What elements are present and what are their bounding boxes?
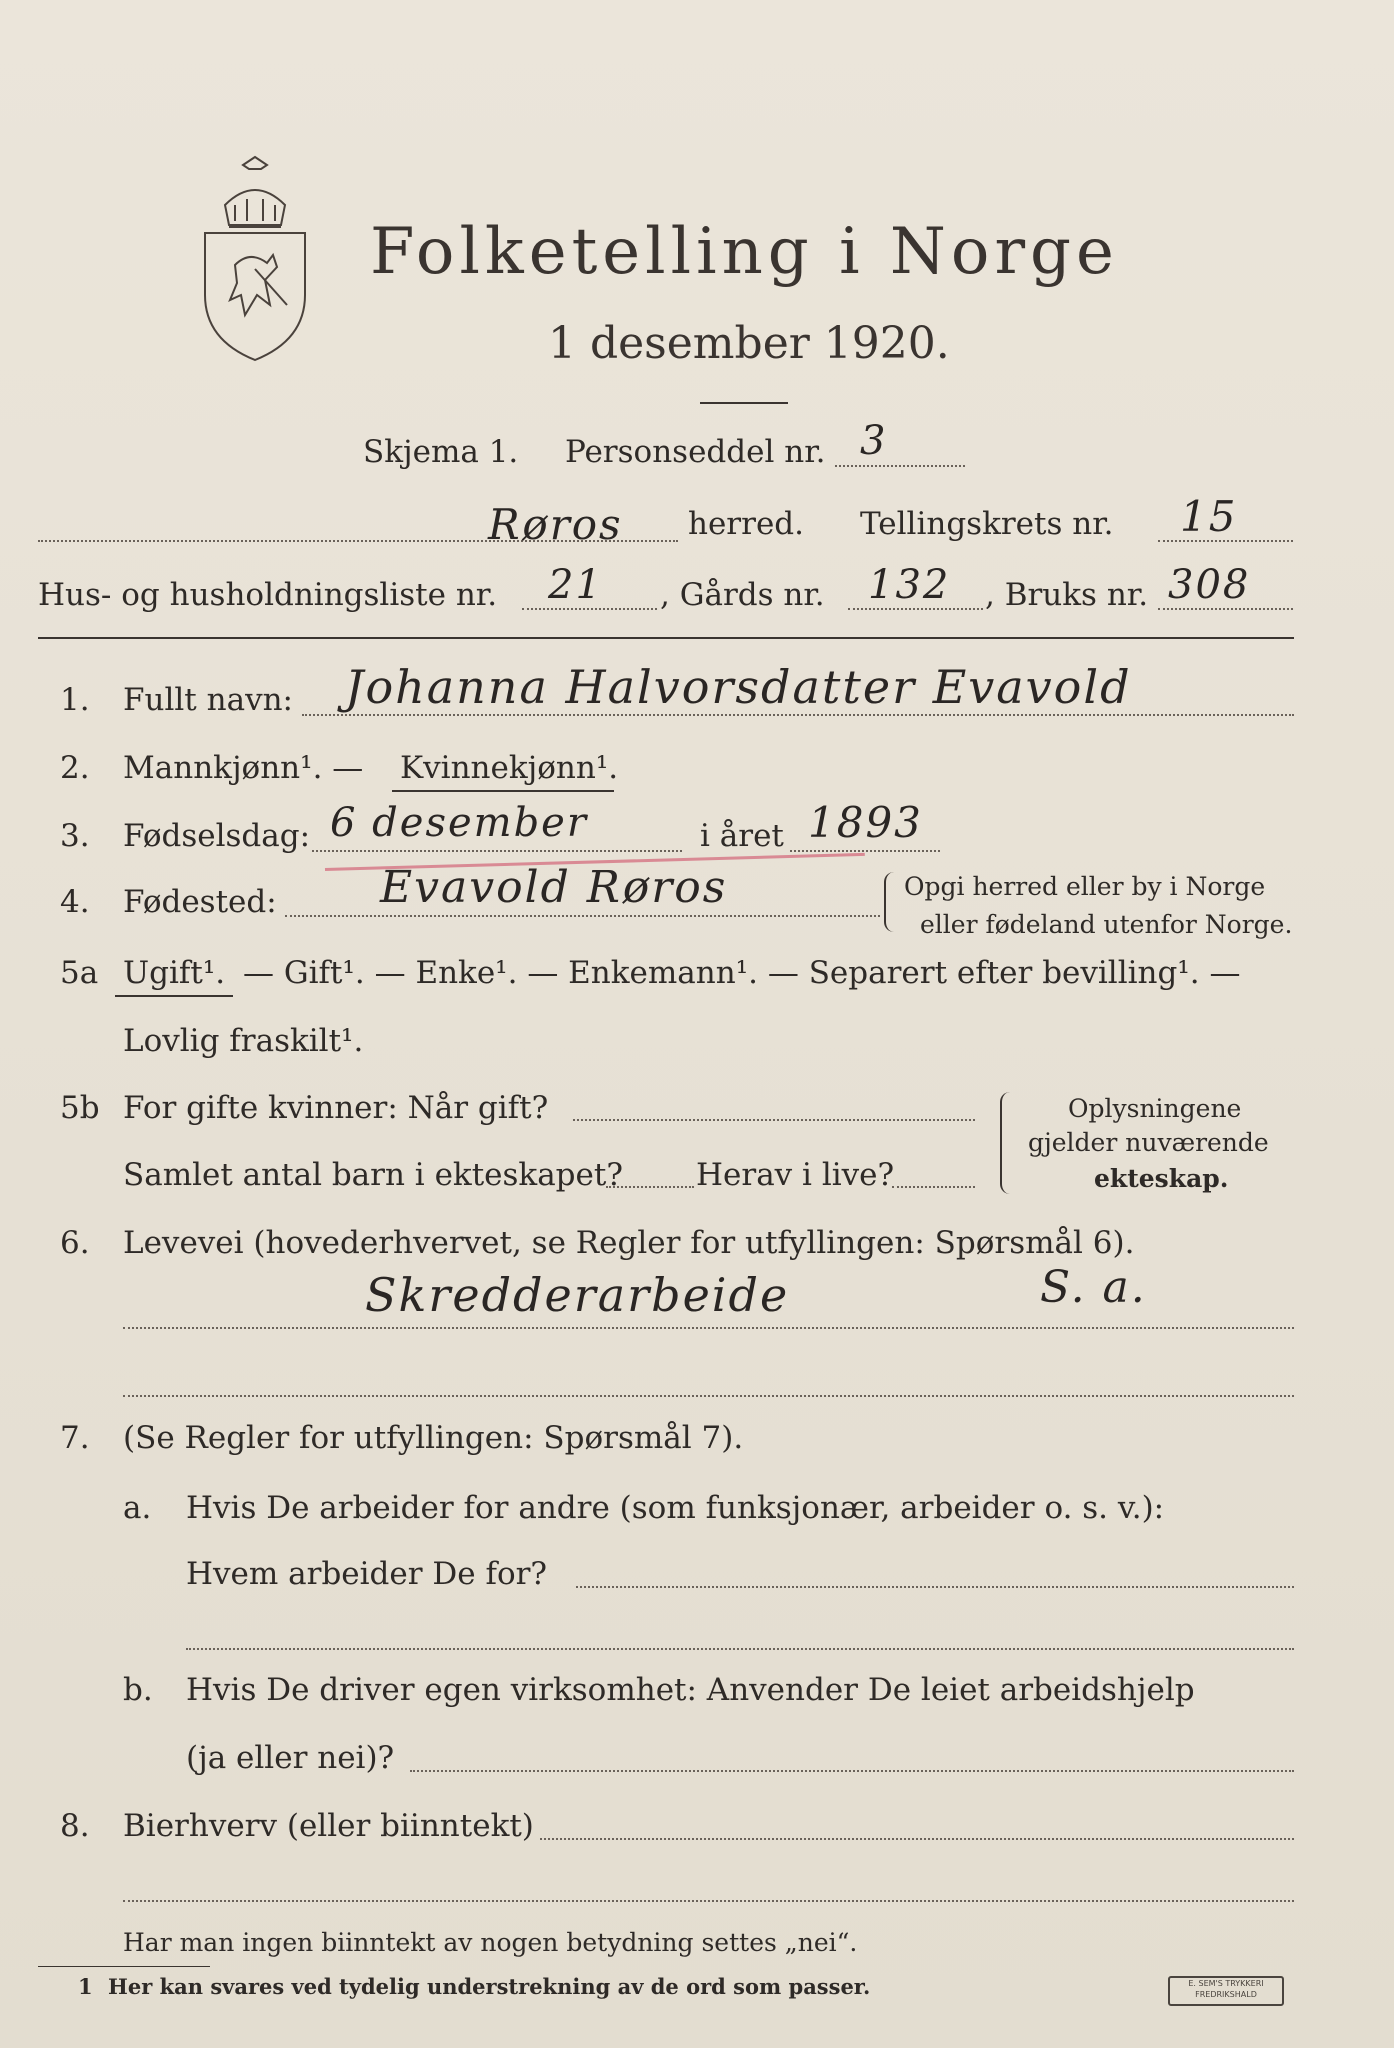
marital-fraskilt-option[interactable]: Lovlig fraskilt¹. — [123, 1023, 364, 1059]
q7b-number: b. — [123, 1672, 153, 1708]
birth-year-value: 1893 — [808, 798, 923, 847]
form-title: Folketelling i Norge — [370, 215, 1119, 289]
marriage-note-line3: ekteskap. — [1094, 1164, 1229, 1193]
q8-number: 8. — [60, 1808, 90, 1844]
occupation-value-abbrev: S. a. — [1040, 1262, 1147, 1313]
birthplace-field[interactable] — [285, 915, 880, 917]
birth-year-field[interactable] — [790, 850, 940, 852]
bruks-value: 308 — [1168, 562, 1251, 608]
full-name-value: Johanna Halvorsdatter Evavold — [345, 660, 1132, 714]
q1-label: Fullt navn: — [123, 682, 293, 718]
birthplace-note-line2: eller fødeland utenfor Norge. — [920, 910, 1293, 939]
employer-field[interactable] — [576, 1586, 1294, 1588]
marriage-note-line2: gjelder nuværende — [1028, 1128, 1269, 1157]
q5b-number: 5b — [60, 1090, 100, 1126]
q7b-label: Hvis De driver egen virksomhet: Anvender De leiet arbeidshjelp — [186, 1672, 1195, 1708]
q1-number: 1. — [60, 682, 90, 718]
occupation-label: Levevei (hovederhvervet, se Regler for utfyllingen: Spørsmål 6). — [123, 1225, 1135, 1261]
personseddel-field[interactable] — [835, 465, 965, 467]
skjema-label: Skjema 1. — [363, 434, 519, 470]
tellingskrets-value: 15 — [1180, 492, 1238, 541]
q7-label: (Se Regler for utfyllingen: Spørsmål 7). — [123, 1420, 744, 1456]
q4-number: 4. — [60, 884, 90, 920]
hired-help-label: (ja eller nei)? — [186, 1740, 395, 1776]
children-alive-label: Herav i live? — [696, 1157, 895, 1193]
printer-stamp — [1168, 1976, 1284, 2006]
side-income-note: Har man ingen biinntekt av nogen betydning settes „nei“. — [123, 1928, 858, 1957]
q7a-label: Hvis De arbeider for andre (som funksjonær, arbeider o. s. v.): — [186, 1490, 1165, 1526]
occupation-field[interactable] — [123, 1327, 1294, 1329]
herred-value: Røros — [488, 500, 623, 549]
title-divider — [700, 402, 788, 404]
hus-field[interactable] — [522, 608, 657, 610]
married-when-label: For gifte kvinner: Når gift? — [123, 1090, 549, 1126]
year-label: i året — [700, 818, 784, 854]
children-total-field[interactable] — [606, 1186, 694, 1188]
printer-stamp-line1: E. SEM'S TRYKKERI — [1188, 1979, 1264, 1988]
header-rule — [38, 637, 1294, 639]
gender-female-underline — [392, 790, 614, 792]
marital-ugift-option[interactable]: Ugift¹. — [123, 955, 226, 991]
q3-label: Fødselsdag: — [123, 818, 311, 854]
bruks-label: , Bruks nr. — [985, 577, 1149, 613]
hus-value: 21 — [548, 562, 603, 608]
side-income-label: Bierhverv (eller biinntekt) — [123, 1808, 534, 1844]
personseddel-label: Personseddel nr. — [565, 434, 826, 470]
birthday-field[interactable] — [312, 850, 682, 852]
q4-label: Fødested: — [123, 884, 277, 920]
census-date: 1 desember 1920. — [548, 318, 950, 369]
personseddel-value: 3 — [860, 418, 888, 464]
marital-other-options[interactable]: — Gift¹. — Enke¹. — Enkemann¹. — Separert efter bevilling¹. — — [243, 955, 1241, 991]
gards-value: 132 — [868, 562, 951, 608]
q3-number: 3. — [60, 818, 90, 854]
birthplace-value: Evavold Røros — [380, 862, 728, 913]
q2-number: 2. — [60, 750, 90, 786]
gards-label: , Gårds nr. — [660, 577, 825, 613]
birthplace-note-line1: Opgi herred eller by i Norge — [904, 872, 1266, 901]
marriage-note-bracket — [1000, 1092, 1012, 1194]
footnote-text: Her kan svares ved tydelig understrekning av de ord som passer. — [108, 1974, 871, 1999]
herred-label: herred. — [688, 506, 804, 542]
q5a-number: 5a — [60, 955, 99, 991]
marriage-note-line1: Oplysningene — [1068, 1094, 1242, 1123]
married-when-field[interactable] — [573, 1119, 975, 1121]
q7a-number: a. — [123, 1490, 152, 1526]
ugift-underline — [115, 995, 233, 997]
footnote-rule — [38, 1966, 210, 1967]
occupation-field-2[interactable] — [123, 1395, 1294, 1397]
tellingskrets-label: Tellingskrets nr. — [860, 506, 1114, 542]
children-total-label: Samlet antal barn i ekteskapet? — [123, 1157, 623, 1193]
occupation-value: Skredderarbeide — [365, 1268, 790, 1322]
hus-label: Hus- og husholdningsliste nr. — [38, 577, 498, 613]
side-income-field[interactable] — [540, 1838, 1294, 1840]
gender-male-option[interactable]: Mannkjønn¹. — — [123, 750, 364, 786]
birthplace-note-bracket — [884, 872, 896, 932]
coat-of-arms-icon — [195, 155, 315, 365]
footnote-number: 1 — [78, 1974, 93, 1999]
employer-field-2[interactable] — [186, 1648, 1294, 1650]
employer-label: Hvem arbeider De for? — [186, 1556, 548, 1592]
q6-number: 6. — [60, 1225, 90, 1261]
gender-female-option[interactable]: Kvinnekjønn¹. — [400, 750, 619, 786]
q7-number: 7. — [60, 1420, 90, 1456]
children-alive-field[interactable] — [892, 1186, 975, 1188]
side-income-field-2[interactable] — [123, 1900, 1294, 1902]
bruks-field[interactable] — [1158, 608, 1293, 610]
full-name-field[interactable] — [302, 714, 1294, 716]
hired-help-field[interactable] — [410, 1770, 1294, 1772]
birthday-value: 6 desember — [330, 800, 588, 846]
printer-stamp-line2: FREDRIKSHALD — [1195, 1990, 1257, 1999]
gards-field[interactable] — [848, 608, 983, 610]
